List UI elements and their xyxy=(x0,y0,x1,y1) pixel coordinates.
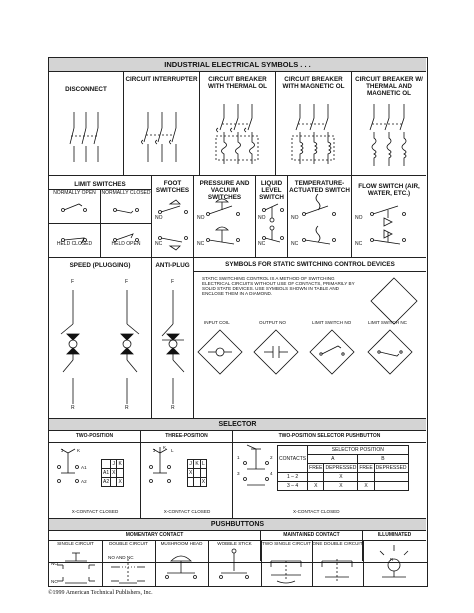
flow-no-label: NO xyxy=(355,215,363,221)
illuminated-label: ILLUMINATED xyxy=(363,531,426,541)
flow-switch-cell xyxy=(352,176,426,257)
flow-switch-symbols xyxy=(352,186,426,256)
switches-row xyxy=(49,176,426,258)
foot-no-label: NO xyxy=(155,215,163,221)
pb-n3-label: 3 xyxy=(237,471,240,476)
breaker-magnetic-cell xyxy=(276,72,352,175)
no-and-nc-label: NO AND NC xyxy=(108,555,134,560)
held-closed-label: HELD CLOSED xyxy=(56,241,93,247)
pressure-no-label: NO xyxy=(197,215,205,221)
two-position-table xyxy=(101,459,124,487)
speed-plugging-symbol xyxy=(49,284,152,414)
two-contact-closed-label: X-CONTACT CLOSED xyxy=(71,509,119,514)
row-3-4: 3 – 4 xyxy=(278,482,308,491)
foot-switch-symbols xyxy=(152,186,194,256)
pressure-switch-symbols xyxy=(194,186,256,256)
table-cell-x: X xyxy=(201,479,206,485)
two-single-circuit-label: TWO SINGLE CIRCUIT xyxy=(262,541,311,546)
static-diamond-symbol xyxy=(369,276,419,326)
speed-label: SPEED (PLUGGING) xyxy=(69,262,131,269)
disconnect-cell xyxy=(49,72,124,175)
pushbuttons-title: PUSHBUTTONS xyxy=(49,519,426,531)
col-a-header: A xyxy=(308,455,358,464)
foot-switches-label: FOOT SWITCHES xyxy=(155,180,190,194)
limit-switch-no-label: LIMIT SWITCH NO xyxy=(312,320,352,325)
normally-closed-label: NORMALLY CLOSED xyxy=(101,190,151,196)
maintained-label: MAINTAINED CONTACT xyxy=(261,531,362,541)
static-description: STATIC SWITCHING CONTROL IS A METHOD OF SWITCHING ELECTRICAL CIRCUITS WITHOUT USE OF CONTACTS, PRIMARILY BY SOLID STATE DEVICES. USE SYMBOLS SHOWN IN TABLE AND ENCLOSE THEM IN A DIAMOND. xyxy=(202,276,355,296)
table-header-j: J xyxy=(112,461,116,467)
pressure-nc-label: NC xyxy=(197,241,205,247)
speed-f-label: F xyxy=(71,279,75,285)
disconnect-symbol xyxy=(49,102,124,172)
anti-plug-symbol xyxy=(152,284,194,414)
limit-switch-symbols xyxy=(49,198,152,258)
flow-switch-label: FLOW SWITCH (AIR, WATER, ETC.) xyxy=(358,183,420,197)
depressed-b-header: DEPRESSED xyxy=(375,465,407,471)
breaker-magnetic-symbol xyxy=(276,98,352,172)
circuit-interrupter-label: CIRCUIT INTERRUPTER xyxy=(125,76,198,83)
speed-r2-label: R xyxy=(125,405,129,411)
col-b-header: B xyxy=(358,455,408,464)
circuit-interrupter-symbol xyxy=(124,102,200,172)
pushbutton-details xyxy=(48,541,428,587)
pb-no-label: NO xyxy=(51,561,58,566)
three-contact-closed-label: X-CONTACT CLOSED xyxy=(163,509,211,514)
mushroom-head-label: MUSHROOM HEAD xyxy=(160,541,203,546)
two-j-label: J xyxy=(61,448,64,453)
pb-contact-closed-label: X-CONTACT CLOSED xyxy=(293,509,340,514)
temp-nc-label: NC xyxy=(291,241,299,247)
temperature-label: TEMPERATURE-ACTUATED SWITCH xyxy=(289,180,350,194)
anti-plug-label: ANTI-PLUG xyxy=(155,262,190,269)
two-position-label: TWO-POSITION xyxy=(49,431,140,443)
static-title: SYMBOLS FOR STATIC SWITCHING CONTROL DEVICES xyxy=(194,258,426,272)
temperature-cell xyxy=(288,176,352,257)
pb-n4-label: 4 xyxy=(270,471,273,476)
pressure-label: PRESSURE AND VACUUM SWITCHES xyxy=(199,180,250,201)
free-a-header: FREE xyxy=(309,465,323,471)
anti-f-label: F xyxy=(171,279,175,285)
breaker-thermal-symbol xyxy=(200,98,276,172)
temp-no-label: NO xyxy=(291,215,299,221)
single-circuit-label: SINGLE CIRCUIT xyxy=(57,541,94,546)
flow-nc-label: NC xyxy=(355,241,363,247)
speed-r-label: R xyxy=(71,405,75,411)
table-cell-x: X xyxy=(324,473,358,482)
contacts-header: CONTACTS xyxy=(278,446,308,473)
table-cell-x: X xyxy=(324,482,358,491)
two-k-label: K xyxy=(77,448,81,453)
limit-switches-label: LIMIT SWITCHES xyxy=(74,181,126,188)
static-device-symbols xyxy=(194,328,426,408)
table-cell-x: X xyxy=(112,470,116,476)
two-a2-label: A2 xyxy=(81,479,87,484)
liquid-level-cell xyxy=(256,176,288,257)
limit-switch-nc-label: LIMIT SWITCH NC xyxy=(368,320,407,325)
disconnect-label: DISCONNECT xyxy=(65,86,107,93)
limit-switches-cell xyxy=(49,176,152,257)
table-header-l: L xyxy=(201,461,205,467)
anti-plug-cell xyxy=(152,258,194,418)
table-cell-x: X xyxy=(358,482,374,491)
chart-title: INDUSTRIAL ELECTRICAL SYMBOLS . . . xyxy=(49,58,426,72)
breaker-magnetic-label: CIRCUIT BREAKER WITH MAGNETIC OL xyxy=(282,76,345,90)
two-position-symbol xyxy=(51,447,101,497)
three-k-label: K xyxy=(163,445,167,450)
two-a1-label: A1 xyxy=(81,465,87,470)
illuminated-r-label: R xyxy=(390,557,394,562)
row-1-2: 1 – 2 xyxy=(278,473,308,482)
one-double-circuit-label: ONE DOUBLE CIRCUIT xyxy=(312,541,363,546)
table-cell-x: X xyxy=(189,470,193,476)
wobble-stick-label: WOBBLE STICK xyxy=(217,541,252,546)
table-header-k: K xyxy=(195,461,199,467)
liquid-level-label: LIQUID LEVEL SWITCH xyxy=(259,180,284,201)
selector-title: SELECTOR xyxy=(49,419,426,431)
free-b-header: FREE xyxy=(359,465,373,471)
liquid-level-symbols xyxy=(256,186,288,256)
table-row-a2: A2 xyxy=(103,479,110,485)
three-l-label: L xyxy=(171,448,174,453)
momentary-label: MOMENTARY CONTACT xyxy=(49,531,260,541)
three-j-label: J xyxy=(153,448,156,453)
three-position-symbol xyxy=(143,447,193,497)
pb-nc-label: NC xyxy=(51,579,58,584)
selector-position-header: SELECTOR POSITION xyxy=(308,446,408,455)
three-position-cell xyxy=(141,431,233,518)
pb-n1-label: 1 xyxy=(237,455,240,460)
pressure-cell xyxy=(194,176,256,257)
selector-pushbutton-table xyxy=(277,445,409,491)
symbol-chart xyxy=(48,57,428,563)
table-row-a1: A1 xyxy=(103,470,110,476)
two-position-pb-label: TWO-POSITION SELECTOR PUSHBUTTON xyxy=(233,431,426,443)
output-no-label: OUTPUT NO xyxy=(259,320,286,325)
held-open-label: HELD OPEN xyxy=(111,241,141,247)
speed-cell xyxy=(49,258,152,418)
liquid-no-label: NO xyxy=(258,215,266,221)
three-position-table xyxy=(187,459,207,487)
breaker-thermal-magnetic-cell xyxy=(352,72,426,175)
table-cell-x: X xyxy=(308,482,324,491)
two-position-pb-cell xyxy=(233,431,426,518)
breaker-thermal-cell xyxy=(200,72,276,175)
input-coil-label: INPUT COIL xyxy=(204,320,230,325)
anti-r-label: R xyxy=(171,405,175,411)
circuit-interrupter-cell xyxy=(124,72,200,175)
breaker-thermal-label: CIRCUIT BREAKER WITH THERMAL OL xyxy=(208,76,267,90)
static-control-cell xyxy=(194,258,426,418)
breaker-thermal-magnetic-symbol xyxy=(352,98,426,172)
double-circuit-label: DOUBLE CIRCUIT xyxy=(109,541,148,546)
copyright-text: ©1999 American Technical Publishers, Inc. xyxy=(48,590,153,596)
foot-nc-label: NC xyxy=(155,241,163,247)
selector-row xyxy=(49,431,426,519)
foot-switches-cell xyxy=(152,176,194,257)
pb-n2-label: 2 xyxy=(270,455,273,460)
normally-open-label: NORMALLY OPEN xyxy=(53,190,96,196)
liquid-nc-label: NC xyxy=(258,241,266,247)
three-position-label: THREE-POSITION xyxy=(141,431,232,443)
table-cell-x: X xyxy=(118,479,122,485)
speed-f2-label: F xyxy=(125,279,129,285)
table-header-j: J xyxy=(189,461,192,467)
breaker-row xyxy=(49,72,426,176)
speed-static-row xyxy=(49,258,426,419)
table-header-k: K xyxy=(118,461,122,467)
breaker-thermal-magnetic-label: CIRCUIT BREAKER W/ THERMAL AND MAGNETIC OL xyxy=(355,76,423,97)
depressed-a-header: DEPRESSED xyxy=(325,465,357,471)
two-position-cell xyxy=(49,431,141,518)
temperature-switch-symbols xyxy=(288,186,352,256)
pushbutton-symbols xyxy=(49,541,429,587)
